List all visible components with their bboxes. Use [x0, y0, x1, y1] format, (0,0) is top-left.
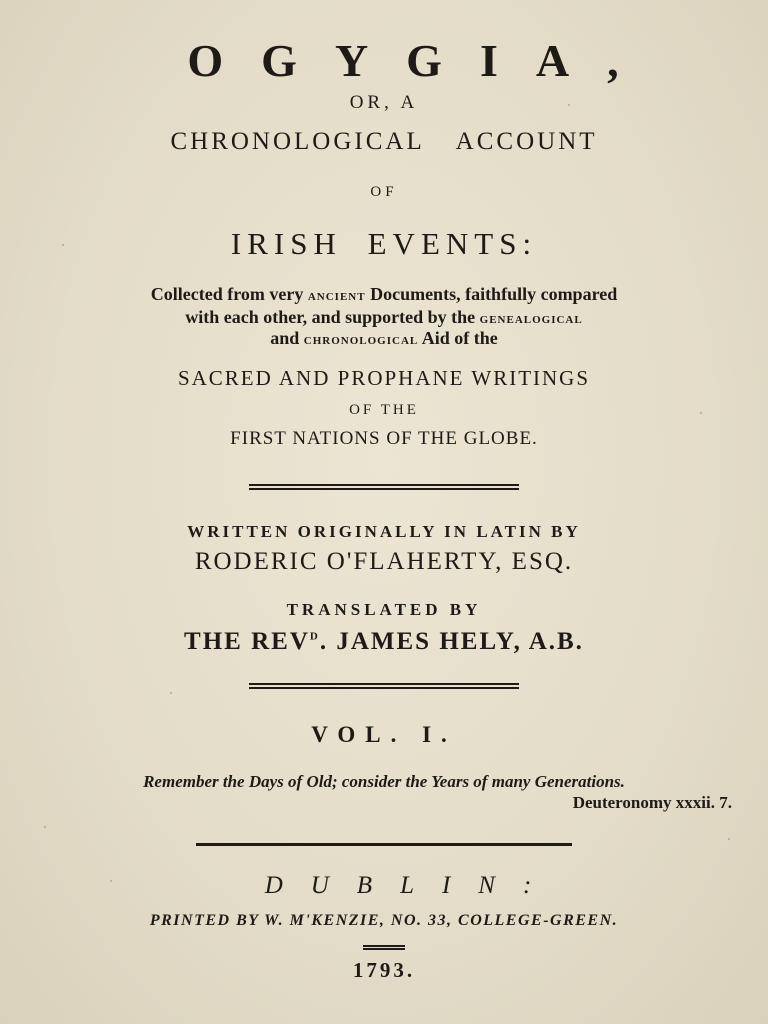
epigraph-citation: Deuteronomy xxxii. 7. — [572, 793, 732, 812]
imprint-year: 1793. — [352, 958, 416, 982]
subtitle-irish-events: IRISH EVENTS: — [230, 226, 538, 261]
paper-speck — [110, 880, 112, 882]
translator-prefix: THE REV — [184, 628, 310, 655]
paper-speck — [170, 692, 172, 694]
description-text: Aid of the — [418, 328, 498, 348]
description-line-3 — [0, 328, 768, 349]
description-line-1 — [0, 284, 768, 305]
divider-rule — [0, 843, 768, 846]
description-text: Collected from very — [150, 284, 308, 304]
sacred-writings-line: SACRED AND PROPHANE WRITINGS — [177, 366, 591, 390]
subtitle-or: OR, A — [349, 92, 419, 113]
translator-superscript: D — [309, 630, 320, 643]
translator-name — [0, 628, 768, 656]
translator-rest: . JAMES HELY, A.B. — [319, 628, 584, 655]
subtitle-chronological-account: CHRONOLOGICAL ACCOUNT — [170, 128, 598, 155]
description-text: and — [270, 328, 304, 348]
paper-speck — [568, 104, 570, 106]
description-smallcaps: ancient — [307, 288, 366, 304]
author-name: RODERIC O'FLAHERTY, ESQ. — [194, 548, 574, 575]
first-nations-line: FIRST NATIONS OF THE GLOBE. — [230, 428, 538, 449]
written-by-line: WRITTEN ORIGINALLY IN LATIN BY — [187, 522, 581, 541]
paper-speck — [728, 838, 730, 840]
paper-speck — [44, 826, 46, 828]
imprint-printer: PRINTED BY W. M'KENZIE, NO. 33, COLLEGE-GREEN. — [149, 912, 619, 929]
description-smallcaps: genealogical — [479, 311, 583, 327]
description-smallcaps: chronological — [303, 332, 419, 348]
epigraph: Remember the Days of Old; consider the Years of many Generations. — [143, 772, 625, 791]
divider-rule — [0, 945, 768, 950]
imprint-place: DUBLIN: — [264, 872, 560, 899]
paper-speck — [62, 244, 64, 246]
subtitle-of: OF — [370, 184, 398, 200]
translated-by-line: TRANSLATED BY — [286, 600, 482, 619]
book-title: OGYGIA, — [187, 35, 657, 86]
volume-label: VOL. I. — [311, 722, 457, 747]
description-text: Documents, faithfully compared — [365, 284, 618, 304]
description-line-2 — [0, 307, 768, 328]
description-text: with each other, and supported by the — [185, 307, 480, 327]
paper-speck — [700, 412, 702, 414]
divider-rule — [0, 683, 768, 689]
of-the-line: OF THE — [349, 402, 419, 418]
divider-rule — [0, 484, 768, 490]
